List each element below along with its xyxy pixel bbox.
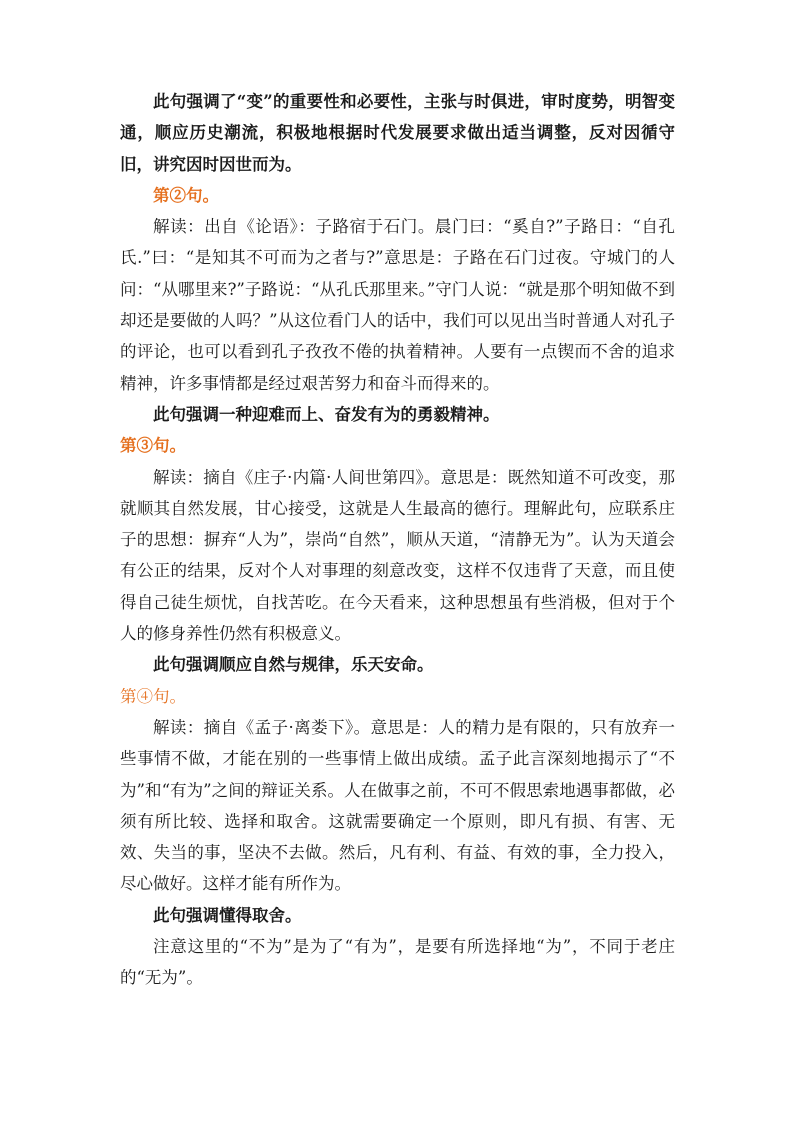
section-heading-3: 第③句。 [120, 436, 186, 456]
explanation-paragraph-4: 解读：摘自《孟子·离娄下》。意思是：人的精力是有限的，只有放弃一些事情不做，才能在别的一些事情上做出成绩。孟子此言深刻地揭示了“不为”和“有为”之间的辩证关系。人在做事之前，不可不假思索地遇事都做，必须有所比较、选择和取舍。这就需要确定一个原则，即凡有损、有害、无效、失当的事，坚决不去做。然后，凡有利、有益、有效的事，全力投入，尽心做好。这样才能有所作为。 [120, 717, 675, 894]
document-body [120, 86, 675, 994]
summary-paragraph-3: 此句强调顺应自然与规律，乐天安命。 [153, 655, 434, 675]
note-paragraph: 注意这里的“不为”是为了“有为”，是要有所选择地“为”，不同于老庄的“无为”。 [120, 937, 675, 988]
summary-paragraph-1: 此句强调了“变”的重要性和必要性，主张与时俱进，审时度势，明智变通，顺应历史潮流，积极地根据时代发展要求做出适当调整，反对因循守旧，讲究因时因世而为。 [120, 92, 675, 174]
summary-paragraph-4: 此句强调懂得取舍。 [153, 905, 302, 925]
summary-paragraph-2: 此句强调一种迎难而上、奋发有为的勇毅精神。 [153, 404, 500, 424]
explanation-paragraph-3: 解读：摘自《庄子·内篇·人间世第四》。意思是：既然知道不可改变，那就顺其自然发展，甘心接受，这就是人生最高的德行。理解此句，应联系庄子的思想：摒弃“人为”，崇尚“自然”，顺从天道，“清静无为”。认为天道会有公正的结果，反对个人对事理的刻意改变，这样不仅违背了天意，而且使得自己徒生烦忧，自找苦吃。在今天看来，这种思想虽有些消极，但对于个人的修身养性仍然有积极意义。 [120, 467, 675, 644]
explanation-paragraph-2: 解读：出自《论语》：子路宿于石门。晨门曰：“奚自?”子路日：“自孔氏.”曰：“是知其不可而为之者与?”意思是：子路在石门过夜。守城门的人问：“从哪里来?”子路说：“从孔氏那里来。”守门人说：“就是那个明知做不到却还是要做的人吗？”从这位看门人的话中，我们可以见出当时普通人对孔子的评论，也可以看到孔子孜孜不倦的执着精神。人要有一点锲而不舍的追求精神，许多事情都是经过艰苦努力和奋斗而得来的。 [120, 217, 675, 393]
section-heading-4: 第④句。 [120, 686, 186, 706]
section-heading-2: 第②句。 [153, 185, 219, 205]
